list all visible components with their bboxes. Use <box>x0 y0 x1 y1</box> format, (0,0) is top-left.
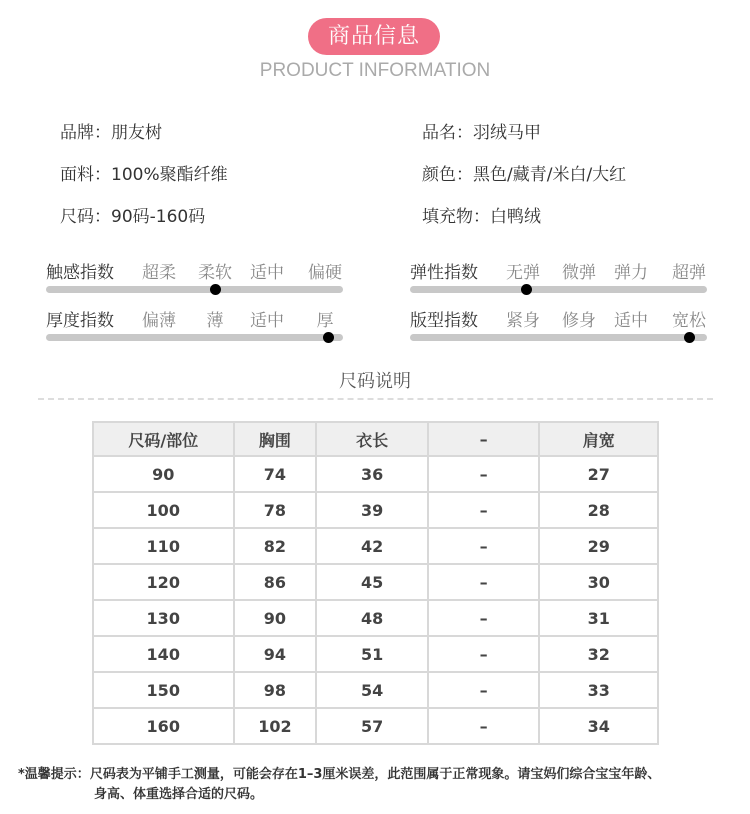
slider-option: 超柔 <box>142 263 176 283</box>
slider-option: 微弹 <box>562 263 596 283</box>
table-cell: 74 <box>234 456 317 492</box>
table-header-cell: – <box>428 422 540 456</box>
slider-indicator <box>521 284 532 295</box>
table-cell: 94 <box>234 636 317 672</box>
info-size: 尺码：90码-160码 <box>60 207 206 227</box>
slider-option: 宽松 <box>672 311 706 331</box>
table-cell: 110 <box>93 528 234 564</box>
table-cell: – <box>428 492 540 528</box>
table-cell: – <box>428 600 540 636</box>
table-row <box>93 492 658 528</box>
table-cell: 54 <box>316 672 428 708</box>
table-cell: 34 <box>539 708 658 744</box>
slider-indicator <box>684 332 695 343</box>
table-cell: 45 <box>316 564 428 600</box>
info-name: 品名：羽绒马甲 <box>422 123 541 143</box>
table-row <box>93 528 658 564</box>
section-title-badge: 商品信息 <box>308 18 440 55</box>
table-row <box>93 672 658 708</box>
note-line2: 身高、体重选择合适的尺码。 <box>94 787 264 802</box>
slider-option: 弹力 <box>614 263 648 283</box>
table-cell: 160 <box>93 708 234 744</box>
table-cell: – <box>428 456 540 492</box>
table-cell: 90 <box>234 600 317 636</box>
slider-indicator <box>210 284 221 295</box>
table-cell: 48 <box>316 600 428 636</box>
slider-option: 适中 <box>250 311 284 331</box>
table-cell: 78 <box>234 492 317 528</box>
slider-option: 薄 <box>206 311 224 331</box>
slider-option: 无弹 <box>506 263 540 283</box>
slider-option: 偏薄 <box>142 311 176 331</box>
table-cell: 98 <box>234 672 317 708</box>
table-cell: 90 <box>93 456 234 492</box>
slider-option: 柔软 <box>198 263 232 283</box>
table-cell: 82 <box>234 528 317 564</box>
slider-label: 厚度指数 <box>46 311 114 331</box>
table-cell: 150 <box>93 672 234 708</box>
info-color: 颜色：黑色/藏青/米白/大红 <box>422 165 627 185</box>
table-row <box>93 708 658 744</box>
table-row <box>93 456 658 492</box>
slider-indicator <box>323 332 334 343</box>
slider-label: 版型指数 <box>410 311 478 331</box>
size-table <box>92 421 659 745</box>
slider-option: 超弹 <box>672 263 706 283</box>
table-cell: 51 <box>316 636 428 672</box>
slider-label: 触感指数 <box>46 263 114 283</box>
slider-option: 适中 <box>250 263 284 283</box>
slider-option: 修身 <box>562 311 596 331</box>
note-line1: 尺码表为平铺手工测量，可能会存在1–3厘米误差，此范围属于正常现象。请宝妈们综合宝宝年龄、 <box>89 767 661 782</box>
info-filling: 填充物：白鸭绒 <box>422 207 541 227</box>
table-cell: – <box>428 636 540 672</box>
table-header-cell: 肩宽 <box>539 422 658 456</box>
slider-track <box>410 286 707 293</box>
table-row <box>93 600 658 636</box>
table-cell: 120 <box>93 564 234 600</box>
table-cell: 28 <box>539 492 658 528</box>
table-row <box>93 636 658 672</box>
size-note <box>18 765 738 805</box>
table-header-cell: 胸围 <box>234 422 317 456</box>
table-cell: 100 <box>93 492 234 528</box>
slider-track <box>46 286 343 293</box>
section-subtitle: PRODUCT INFORMATION <box>259 60 491 81</box>
table-row <box>93 564 658 600</box>
slider-option: 紧身 <box>506 311 540 331</box>
table-cell: 86 <box>234 564 317 600</box>
info-brand: 品牌：朋友树 <box>60 123 162 143</box>
table-cell: 42 <box>316 528 428 564</box>
table-cell: – <box>428 564 540 600</box>
table-header-cell: 衣长 <box>316 422 428 456</box>
table-cell: 57 <box>316 708 428 744</box>
table-cell: 39 <box>316 492 428 528</box>
table-cell: 32 <box>539 636 658 672</box>
table-cell: 36 <box>316 456 428 492</box>
table-cell: 27 <box>539 456 658 492</box>
table-cell: 140 <box>93 636 234 672</box>
table-cell: 30 <box>539 564 658 600</box>
table-cell: 33 <box>539 672 658 708</box>
slider-option: 适中 <box>614 311 648 331</box>
slider-option: 厚 <box>316 311 334 331</box>
table-cell: 31 <box>539 600 658 636</box>
info-material: 面料：100%聚酯纤维 <box>60 165 228 185</box>
table-cell: 102 <box>234 708 317 744</box>
divider <box>38 398 713 400</box>
slider-track <box>410 334 707 341</box>
note-prefix: *温馨提示： <box>18 767 90 782</box>
slider-track <box>46 334 343 341</box>
table-cell: – <box>428 528 540 564</box>
table-cell: 130 <box>93 600 234 636</box>
table-header-cell: 尺码/部位 <box>93 422 234 456</box>
table-cell: – <box>428 672 540 708</box>
table-cell: 29 <box>539 528 658 564</box>
slider-option: 偏硬 <box>308 263 342 283</box>
size-chart-title: 尺码说明 <box>339 371 411 392</box>
slider-label: 弹性指数 <box>410 263 478 283</box>
table-cell: – <box>428 708 540 744</box>
